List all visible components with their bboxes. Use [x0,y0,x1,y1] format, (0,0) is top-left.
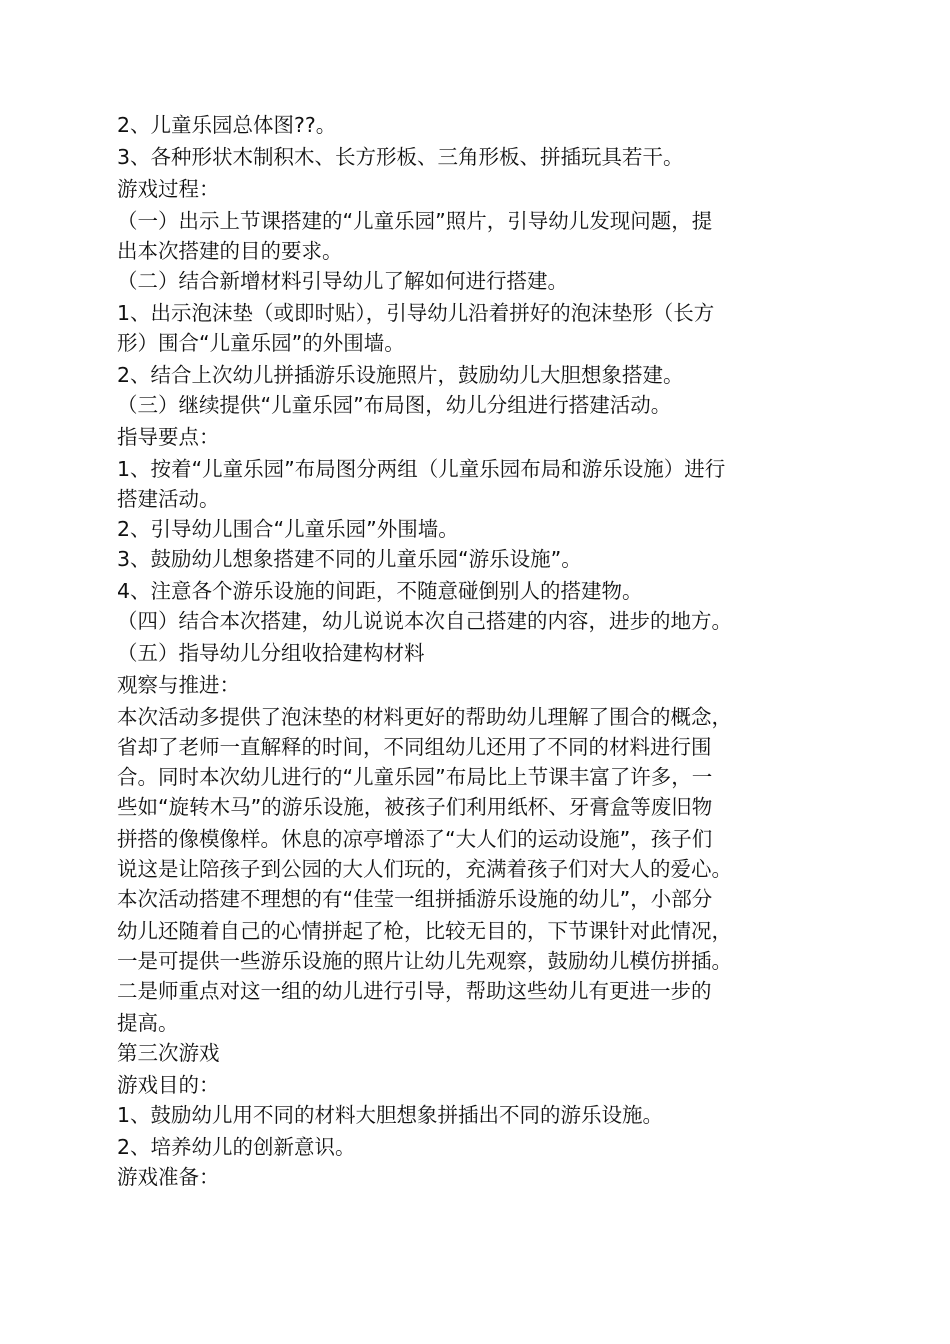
text-line: 1、鼓励幼儿用不同的材料大胆想象拼插出不同的游乐设施。 [117,1103,664,1127]
text-line: 游戏过程： [117,177,220,201]
text-line: 出本次搭建的目的要求。 [117,239,343,263]
text-line: （三）继续提供“儿童乐园”布局图，幼儿分组进行搭建活动。 [117,393,672,417]
text-line: 二是师重点对这一组的幼儿进行引导，帮助这些幼儿有更进一步的 [117,979,712,1003]
text-line: （二）结合新增材料引导幼儿了解如何进行搭建。 [117,269,568,293]
text-line: 合。同时本次幼儿进行的“儿童乐园”布局比上节课丰富了许多，一 [117,765,713,789]
text-line: 游戏准备： [117,1165,220,1189]
text-line: 形）围合“儿童乐园”的外围墙。 [117,331,405,355]
text-line: 本次活动搭建不理想的有“佳莹一组拼插游乐设施的幼儿”，小部分 [117,887,713,911]
text-line: 省却了老师一直解释的时间，不同组幼儿还用了不同的材料进行围 [117,735,712,759]
text-line: 搭建活动。 [117,487,220,511]
text-line: 拼搭的像模像样。休息的凉亭增添了“大人们的运动设施”，孩子们 [117,827,713,851]
text-line: 观察与推进： [117,673,240,697]
text-line: （四）结合本次搭建，幼儿说说本次自己搭建的内容，进步的地方。 [117,609,732,633]
text-line: 幼儿还随着自己的心情拼起了枪，比较无目的，下节课针对此情况， [117,919,732,943]
text-line: 3、各种形状木制积木、长方形板、三角形板、拼插玩具若干。 [117,145,684,169]
text-line: （五）指导幼儿分组收拾建构材料 [117,641,425,665]
text-line: 些如“旋转木马”的游乐设施，被孩子们利用纸杯、牙膏盒等废旧物 [117,795,713,819]
text-line: 1、按着“儿童乐园”布局图分两组（儿童乐园布局和游乐设施）进行 [117,457,726,481]
text-line: 说这是让陪孩子到公园的大人们玩的，充满着孩子们对大人的爱心。 [117,857,732,881]
text-line: 游戏目的： [117,1073,220,1097]
text-line: 一是可提供一些游乐设施的照片让幼儿先观察，鼓励幼儿模仿拼插。 [117,949,732,973]
text-line: 2、儿童乐园总体图??。 [117,113,337,137]
text-line: 1、出示泡沫垫（或即时贴），引导幼儿沿着拼好的泡沫垫形（长方 [117,301,715,325]
text-line: 第三次游戏 [117,1041,220,1065]
text-line: （一）出示上节课搭建的“儿童乐园”照片，引导幼儿发现问题，提 [117,209,713,233]
text-line: 2、培养幼儿的创新意识。 [117,1135,356,1159]
text-line: 4、注意各个游乐设施的间距，不随意碰倒别人的搭建物。 [117,579,643,603]
text-line: 2、引导幼儿围合“儿童乐园”外围墙。 [117,517,459,541]
text-line: 3、鼓励幼儿想象搭建不同的儿童乐园“游乐设施”。 [117,547,582,571]
text-line: 2、结合上次幼儿拼插游乐设施照片，鼓励幼儿大胆想象搭建。 [117,363,684,387]
text-line: 本次活动多提供了泡沫垫的材料更好的帮助幼儿理解了围合的概念， [117,705,732,729]
text-line: 提高。 [117,1011,179,1035]
text-line: 指导要点： [117,425,220,449]
